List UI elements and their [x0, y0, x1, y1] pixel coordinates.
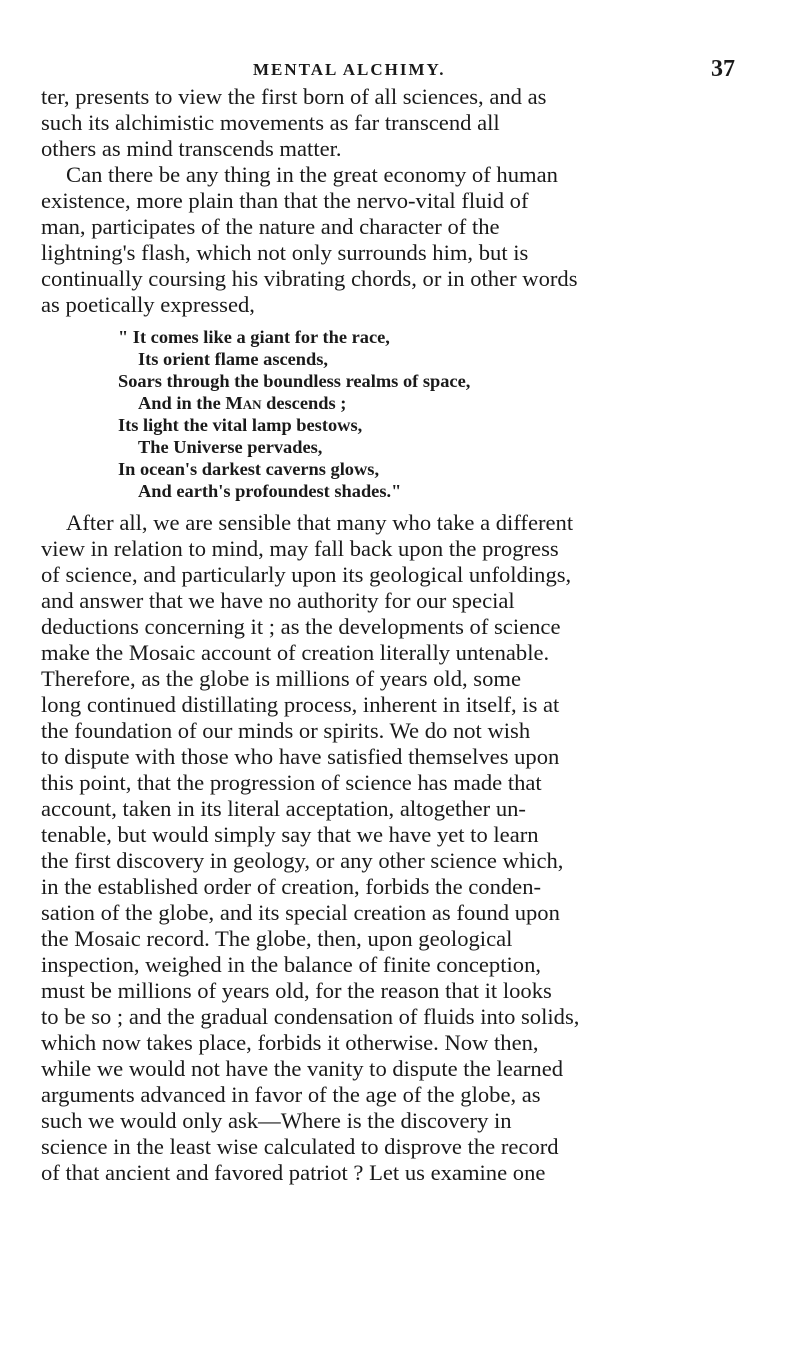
text-line: while we would not have the vanity to dispute the learned [41, 1056, 564, 1081]
poem-small-caps: Man [225, 393, 262, 413]
poem-line: " It comes like a giant for the race, [118, 327, 390, 347]
poem-line: In ocean's darkest caverns glows, [118, 459, 380, 479]
text-line: continually coursing his vibrating chords, or in other words [41, 266, 578, 291]
text-line: tenable, but would simply say that we have yet to learn [41, 822, 539, 847]
text-line: view in relation to mind, may fall back upon the progress [41, 536, 559, 561]
text-line: as poetically expressed, [41, 292, 255, 317]
text-line: the foundation of our minds or spirits. We do not wish [41, 718, 531, 743]
text-line: such we would only ask—Where is the discovery in [41, 1108, 512, 1133]
text-line: long continued distillating process, inherent in itself, is at [41, 692, 560, 717]
text-line: existence, more plain than that the nervo-vital fluid of [41, 188, 529, 213]
text-line: such its alchimistic movements as far transcend all [41, 110, 500, 135]
text-line: lightning's flash, which not only surrounds him, but is [41, 240, 529, 265]
running-head: MENTAL ALCHIMY. [253, 60, 446, 79]
poem-text: And in the [138, 393, 226, 413]
text-line: of science, and particularly upon its geological unfoldings, [41, 562, 572, 587]
page-number: 37 [711, 56, 735, 82]
poem-line: Soars through the boundless realms of space, [118, 371, 471, 391]
text-line: in the established order of creation, forbids the conden- [41, 874, 542, 899]
text-line: to dispute with those who have satisfied themselves upon [41, 744, 560, 769]
text-line: account, taken in its literal acceptation, altogether un- [41, 796, 526, 821]
text-line: this point, that the progression of science has made that [41, 770, 542, 795]
text-line: make the Mosaic account of creation literally untenable. [41, 640, 550, 665]
text-line: of that ancient and favored patriot ? Let us examine one [41, 1160, 546, 1185]
text-line: others as mind transcends matter. [41, 136, 342, 161]
poem-text: descends ; [261, 393, 347, 413]
text-line: man, participates of the nature and character of the [41, 214, 500, 239]
text-line: science in the least wise calculated to disprove the record [41, 1134, 559, 1159]
text-line: After all, we are sensible that many who take a different [66, 510, 574, 535]
text-line: to be so ; and the gradual condensation of fluids into solids, [41, 1004, 580, 1029]
text-line: the Mosaic record. The globe, then, upon geological [41, 926, 513, 951]
text-line: Therefore, as the globe is millions of years old, some [41, 666, 521, 691]
text-line: deductions concerning it ; as the developments of science [41, 614, 561, 639]
text-line: and answer that we have no authority for our special [41, 588, 515, 613]
poem-line: Its light the vital lamp bestows, [118, 415, 363, 435]
text-line: ter, presents to view the first born of all sciences, and as [41, 84, 547, 109]
text-line: inspection, weighed in the balance of finite conception, [41, 952, 542, 977]
text-line: which now takes place, forbids it otherwise. Now then, [41, 1030, 539, 1055]
text-line: arguments advanced in favor of the age of the globe, as [41, 1082, 541, 1107]
text-line: must be millions of years old, for the reason that it looks [41, 978, 552, 1003]
text-line: Can there be any thing in the great economy of human [66, 162, 558, 187]
poem-line: Its orient flame ascends, [138, 349, 329, 369]
text-line: sation of the globe, and its special creation as found upon [41, 900, 560, 925]
poem-line: And earth's profoundest shades." [138, 481, 402, 501]
poem-line: The Universe pervades, [138, 437, 323, 457]
text-line: the first discovery in geology, or any other science which, [41, 848, 564, 873]
poem-line [138, 392, 346, 414]
